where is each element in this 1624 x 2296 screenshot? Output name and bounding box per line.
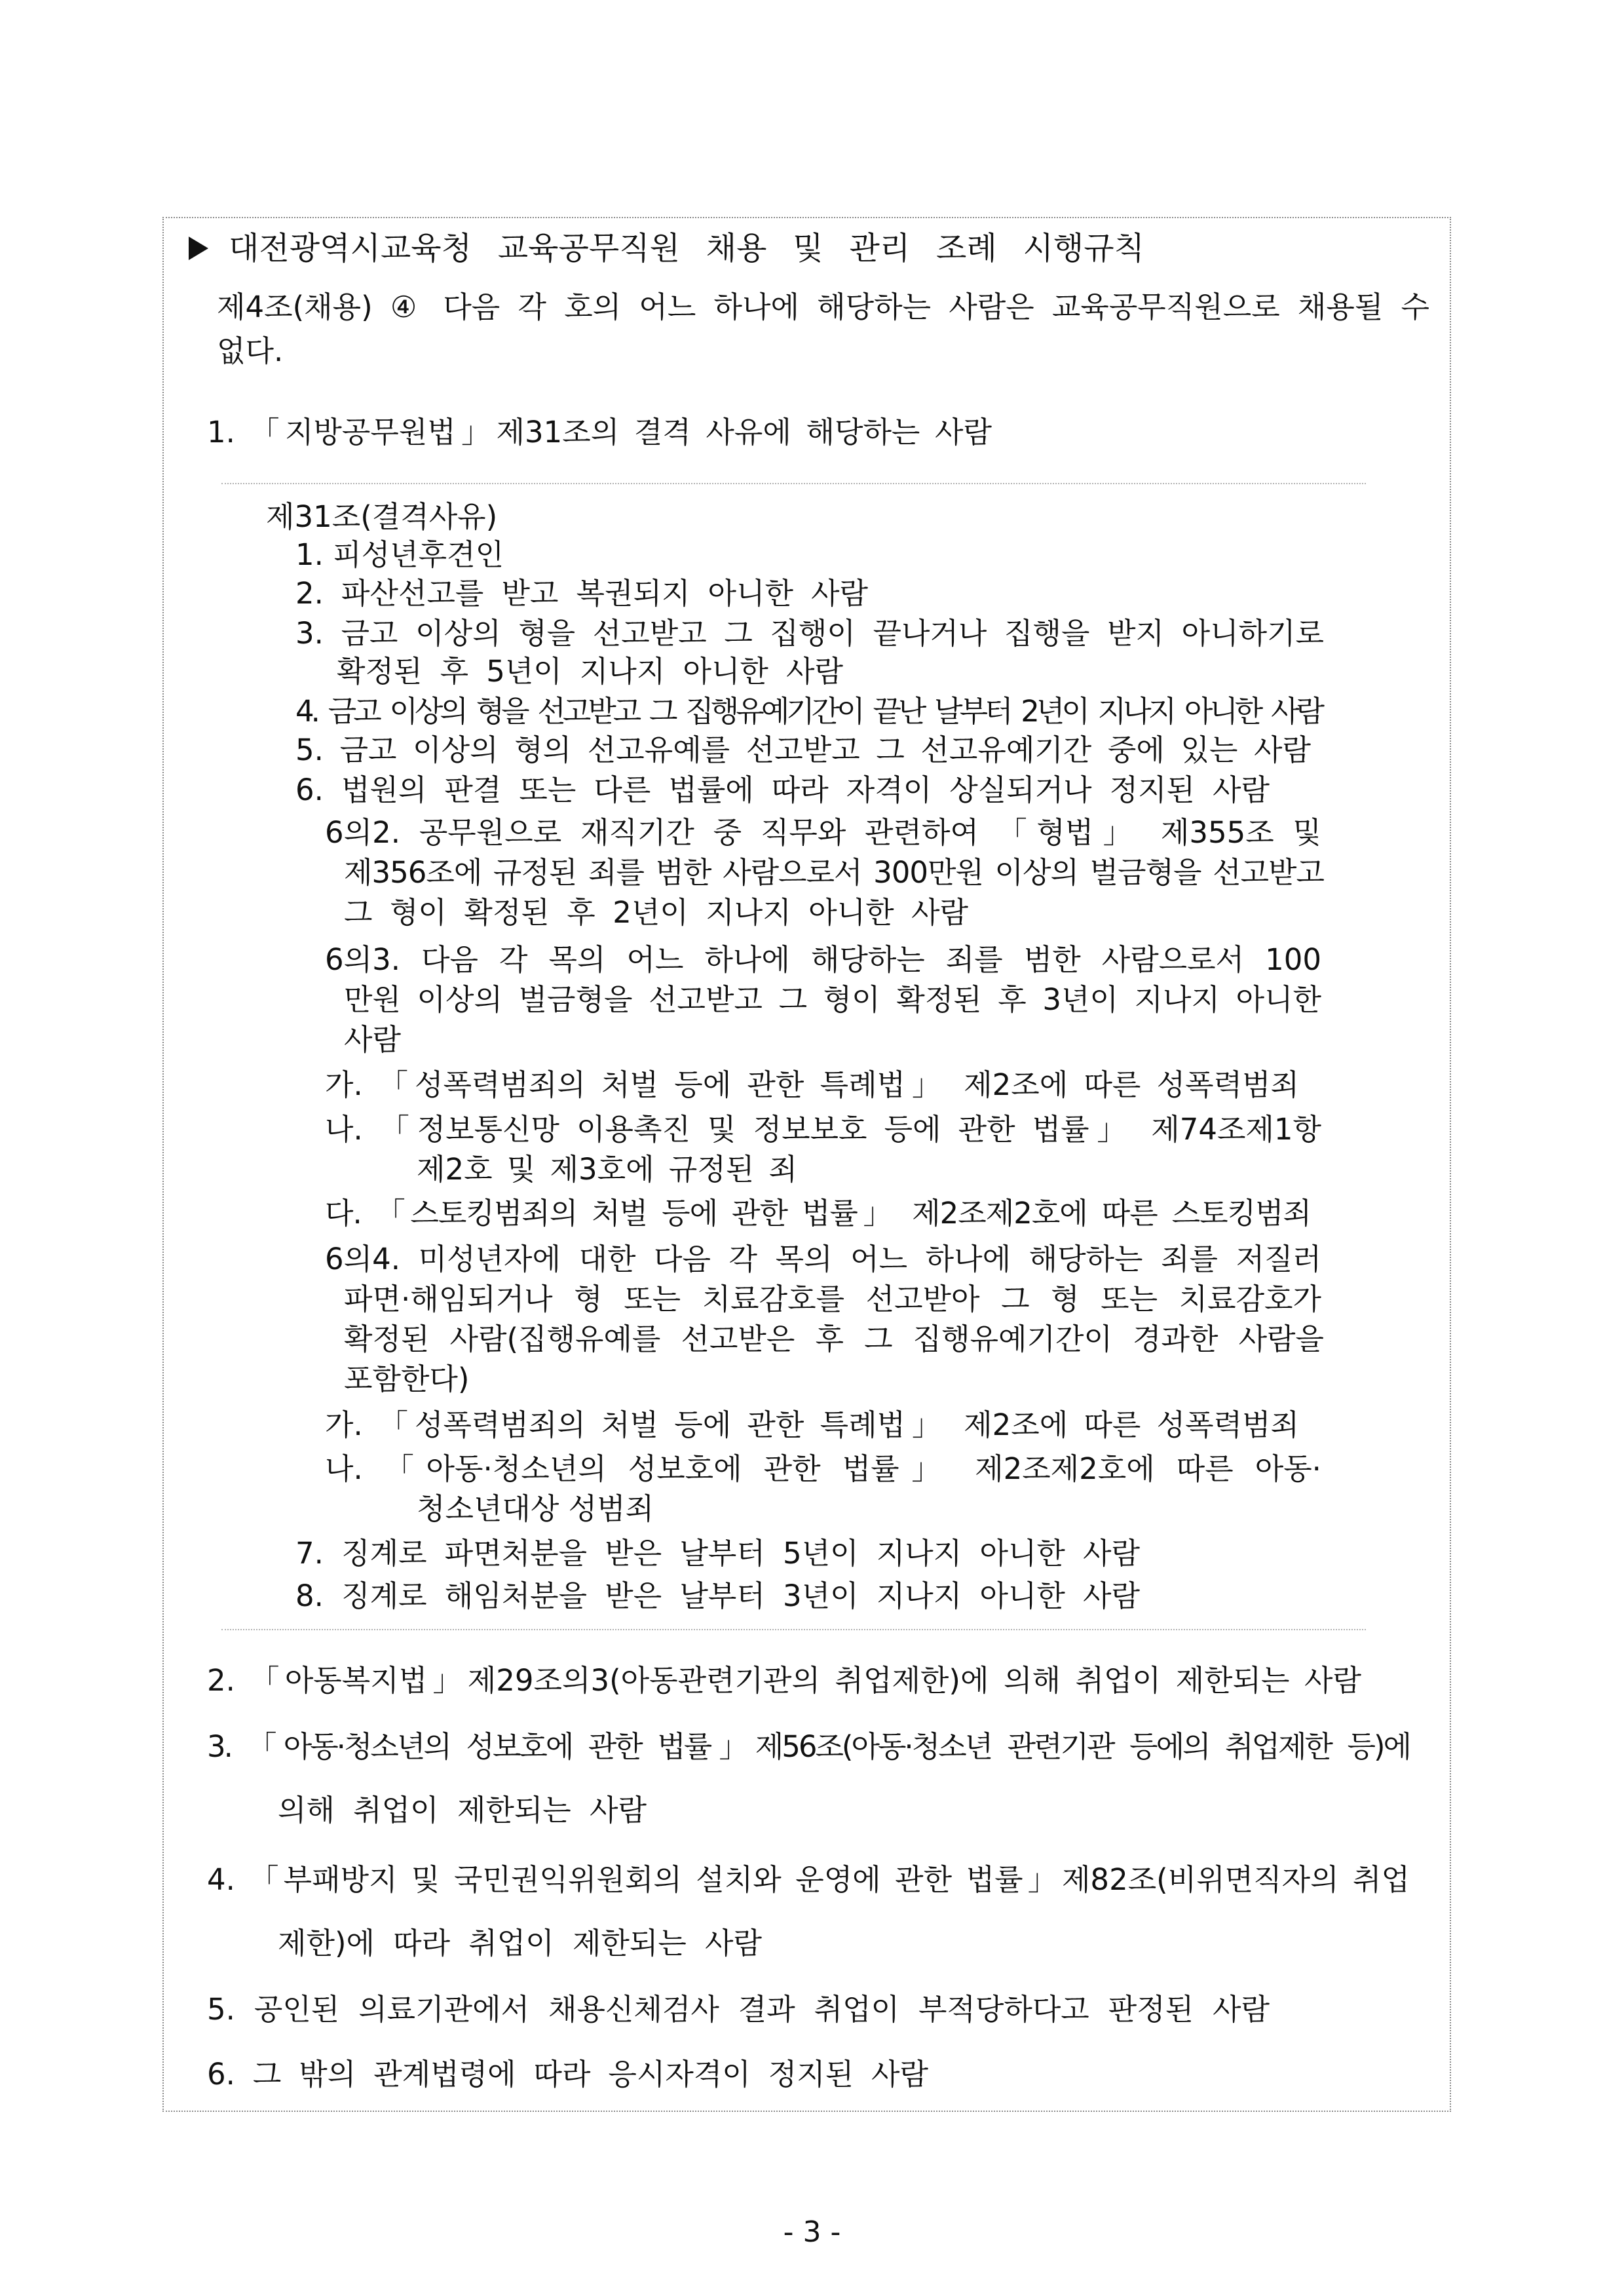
article-line-1: 제4조(채용) ④ 다음 각 호의 어느 하나에 해당하는 사람은 교육공무직원으로 채용될 수 [217,290,1429,324]
excerpt-line: 8. 징계로 해임처분을 받은 날부터 3년이 지나지 아니한 사람 [295,1578,1140,1613]
excerpt-line: 6의4. 미성년자에 대한 다음 각 목의 어느 하나에 해당하는 죄를 저질러 [325,1242,1321,1276]
item-1-line-1: 1. 「지방공무원법」제31조의 결격 사유에 해당하는 사람 [207,415,992,450]
excerpt-line: 6의2. 공무원으로 재직기간 중 직무와 관련하여 「형법」 제355조 및 [325,815,1321,850]
excerpt-line: 7. 징계로 파면처분을 받은 날부터 5년이 지나지 아니한 사람 [295,1536,1140,1571]
item-4-line-1: 4. 「부패방지 및 국민권익위원회의 설치와 운영에 관한 법률」제82조(비위면직자의 취업 [207,1862,1410,1897]
excerpt-line: 포함한다) [344,1362,470,1396]
triangle-right-icon [189,237,208,260]
excerpt-line: 다. 「스토킹범죄의 처벌 등에 관한 법률」 제2조제2호에 따른 스토킹범죄 [325,1196,1311,1231]
excerpt-line: 6의3. 다음 각 목의 어느 하나에 해당하는 죄를 범한 사람으로서 100 [325,942,1321,977]
excerpt-line: 1. 피성년후견인 [295,537,504,572]
excerpt-line: 만원 이상의 벌금형을 선고받고 그 형이 확정된 후 3년이 지나지 아니한 [344,982,1321,1017]
excerpt-line: 나. 「아동·청소년의 성보호에 관한 법률」 제2조제2호에 따른 아동· [325,1451,1321,1486]
excerpt-line: 나. 「정보통신망 이용촉진 및 정보보호 등에 관한 법률」 제74조제1항 [325,1112,1321,1147]
excerpt-line: 가. 「성폭력범죄의 처벌 등에 관한 특례법」 제2조에 따른 성폭력범죄 [325,1067,1299,1102]
excerpt-line: 5. 금고 이상의 형의 선고유예를 선고받고 그 선고유예기간 중에 있는 사람 [295,733,1311,767]
item-3-line-1: 3. 「아동·청소년의 성보호에 관한 법률」제56조(아동·청소년 관련기관 등에의 취업제한 등)에 [207,1729,1410,1764]
excerpt-line: 사람 [344,1022,401,1057]
excerpt-line: 2. 파산선고를 받고 복권되지 아니한 사람 [295,576,868,611]
regulation-title: 대전광역시교육청 교육공무직원 채용 및 관리 조례 시행규칙 [229,230,1144,267]
excerpt-line: 제2호 및 제3호에 규정된 죄 [417,1152,797,1187]
regulation-box [162,217,1451,2112]
page-number: - 3 - [783,2215,841,2249]
excerpt-line: 제356조에 규정된 죄를 범한 사람으로서 300만원 이상의 벌금형을 선고받고 [344,855,1324,890]
excerpt-line: 3. 금고 이상의 형을 선고받고 그 집행이 끝나거나 집행을 받지 아니하기로 [295,616,1324,651]
excerpt-line: 4. 금고 이상의 형을 선고받고 그 집행유예기간이 끝난 날부터 2년이 지나지 아니한 사람 [295,694,1321,729]
article-line-2: 없다. [217,334,284,368]
excerpt-line: 가. 「성폭력범죄의 처벌 등에 관한 특례법」 제2조에 따른 성폭력범죄 [325,1407,1299,1442]
excerpt-line: 확정된 사람(집행유예를 선고받은 후 그 집행유예기간이 경과한 사람을 [344,1322,1324,1356]
item-5-line-1: 5. 공인된 의료기관에서 채용신체검사 결과 취업이 부적당하다고 판정된 사람 [207,1992,1270,2027]
excerpt-line: 6. 법원의 판결 또는 다른 법률에 따라 자격이 상실되거나 정지된 사람 [295,773,1270,807]
item-4-line-2: 제한)에 따라 취업이 제한되는 사람 [278,1926,762,1961]
excerpt-line: 그 형이 확정된 후 2년이 지나지 아니한 사람 [344,895,968,930]
excerpt-bottom-divider [221,1629,1366,1630]
excerpt-line: 청소년대상 성범죄 [417,1491,654,1526]
excerpt-heading: 제31조(결격사유) [266,499,498,534]
item-3-line-2: 의해 취업이 제한되는 사람 [278,1793,647,1827]
excerpt-line: 파면·해임되거나 형 또는 치료감호를 선고받아 그 형 또는 치료감호가 [344,1282,1321,1316]
item-6-line-1: 6. 그 밖의 관계법령에 따라 응시자격이 정지된 사람 [207,2057,928,2092]
item-2-line-1: 2. 「아동복지법」제29조의3(아동관련기관의 취업제한)에 의해 취업이 제한되는 사람 [207,1663,1361,1698]
excerpt-top-divider [221,483,1366,484]
excerpt-line: 확정된 후 5년이 지나지 아니한 사람 [337,654,843,689]
